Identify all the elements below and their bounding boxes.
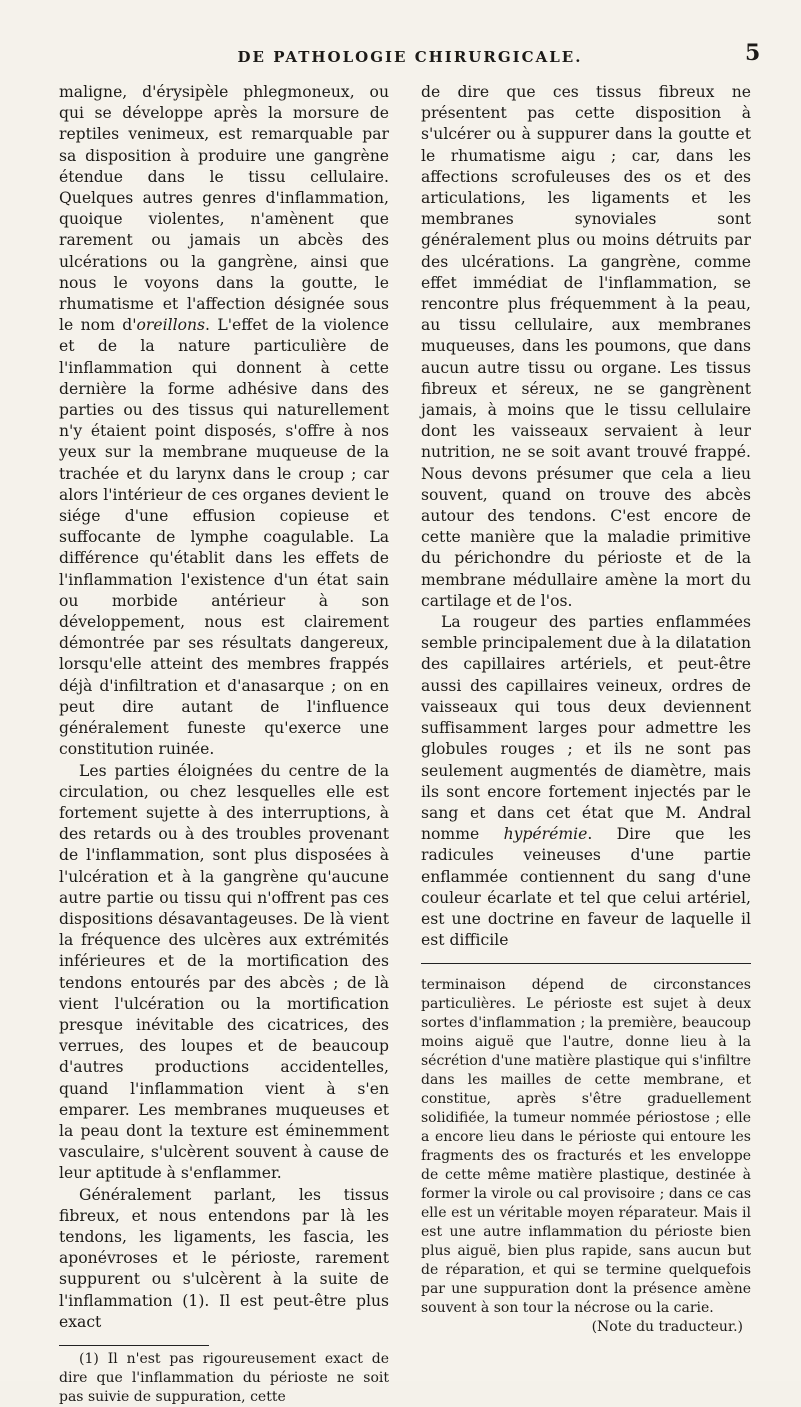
footnote-rule [59, 1345, 209, 1346]
right-column [421, 82, 751, 1337]
right-paragraph-1: de dire que ces tissus fibreux ne présentent pas cette disposition à s'ulcérer ou à suppurer dans la goutte et le rhumatisme aigu ; car, dans les affections scrofuleuses des os et des articulations, les ligaments et les membranes synoviales sont généralement plus ou moins détruits par des ulcérations. La gangrène, comme effet immédiat de l'inflammation, se rencontre plus fréquemment à la peau, au tissu cellulaire, aux membranes muqueuses, dans les poumons, que dans aucun autre tissu ou organe. Les tissus fibreux et séreux, ne se gangrènent jamais, à moins que le tissu cellulaire dont les vaisseaux servaient à leur nutrition, ne se soit avant trouvé frappé. Nous devons présumer que cela a lieu souvent, quand on trouve des abcès autour des tendons. C'est encore de cette manière que la maladie primitive du périchondre du périoste et de la membrane médullaire amène la mort du cartilage et de l'os. [421, 83, 751, 610]
left-footnote [59, 1350, 389, 1407]
left-column [59, 82, 389, 1407]
footnote-continuation: terminaison dépend de circonstances particulières. Le périoste est sujet à deux sortes d'inflammation ; la première, beaucoup moins aiguë que l'autre, donne lieu à la sécrétion d'une matière plastique qui s'infiltre dans les mailles de cette membrane, et constitue, après s'être graduellement solidifiée, la tumeur nommée périostose ; elle a encore lieu dans le périoste qui entoure les fragments des os fracturés et les enveloppe de cette même matière plastique, destinée à former la virole ou cal provisoire ; dans ce cas elle est un véritable moyen réparateur. Mais il est une autre inflammation du périoste bien plus aiguë, bien plus rapide, sans aucun but de réparation, et qui se termine quelquefois par une suppuration dont la présence amène souvent à son tour la nécrose ou la carie. [421, 977, 751, 1317]
left-paragraph-2: Les parties éloignées du centre de la circulation, ou chez lesquelles elle est fortement sujette à des interruptions, à des retards ou à des troubles provenant de l'inflammation, sont plus disposées à l'ulcération et à la gangrène qu'aucune autre partie ou tissu qui n'offrent pas ces dispositions désavantageuses. De là vient la fréquence des ulcères aux extrémités inférieures et de la mortification des tendons entourés par des abcès ; de là vient l'ulcération ou la mortification presque inévitable des cicatrices, des verrues, des loupes et de beaucoup d'autres productions accidentelles, quand l'inflammation vient à s'en emparer. Les membranes muqueuses et la peau dont la texture est éminemment vasculaire, s'ulcèrent souvent à cause de leur aptitude à s'enflammer. [59, 761, 389, 1183]
left-p1-text-before: maligne, d'érysipèle phlegmoneux, ou qui se développe après la morsure de reptiles venimeux, est remarquable par sa disposition à produire une gangrène étendue dans le tissu cellulaire. Quelques autres genres d'inflammation, quoique violentes, n'amènent que rarement ou jamais un abcès des ulcérations ou la gangrène, ainsi que nous le voyons dans la goutte, le rhumatisme et l'affection désignée sous le nom d' [59, 83, 389, 335]
right-p2-text-before: La rougeur des parties enflammées semble principalement due à la dilatation des capillaires artériels, et peut-être aussi des capillaires veineux, ordres de vaisseaux qui tous deux deviennent suffisamment larges pour admettre les globules rouges ; et ils ne sont pas seulement augmentés de diamètre, mais ils sont encore fortement injectés par le sang et dans cet état que M. Andral nomme [421, 613, 751, 844]
right-p2-text-after: . Dire que les radicules veineuses d'une partie enflammée contiennent du sang d'une couleur écarlate et tel que celui artériel, est une doctrine en faveur de laquelle il est difficile [421, 825, 751, 950]
footnote-signature: (Note du traducteur.) [591, 1319, 743, 1336]
left-paragraph-1 [59, 82, 389, 761]
footnote-text: (1) Il n'est pas rigoureusement exact de dire que l'inflammation du périoste ne soit pas suivie de suppuration, cette [59, 1350, 389, 1405]
right-paragraph-2 [421, 612, 751, 951]
footnote-rule [421, 963, 751, 964]
running-head: DE PATHOLOGIE CHIRURGICALE. [237, 48, 583, 66]
left-paragraph-3: Généralement parlant, les tissus fibreux, et nous entendons par là les tendons, les ligaments, les fascia, les aponévroses et le périoste, rarement suppurent ou s'ulcèrent à la suite de l'inflammation (1). Il est peut-être plus exact [59, 1185, 389, 1331]
right-footnote [421, 976, 751, 1337]
left-p1-text-after: . L'effet de la violence et de la nature particulière de l'inflammation qui donnent à cette dernière la forme adhésive dans des parties ou des tissus qui naturellement n'y étaient point disposés, s'offre à nos yeux sur la membrane muqueuse de la trachée et du larynx dans le croup ; car alors l'intérieur de ces organes devient le siége d'une effusion copieuse et suffocante de lymphe coagulable. La différence qu'établit dans les effets de l'inflammation l'existence d'un état sain ou morbide antérieur à son développement, nous est clairement démontrée par ses résultats dangereux, lorsqu'elle atteint des membres frappés déjà d'infiltration et d'anasarque ; on en peut dire autant de l'influence généralement funeste qu'exerce une constitution ruinée. [59, 316, 389, 759]
right-p2-italic-term: hypérémie [503, 825, 588, 844]
page-number: 5 [745, 40, 761, 66]
left-p1-italic-term: oreillons [136, 316, 206, 335]
